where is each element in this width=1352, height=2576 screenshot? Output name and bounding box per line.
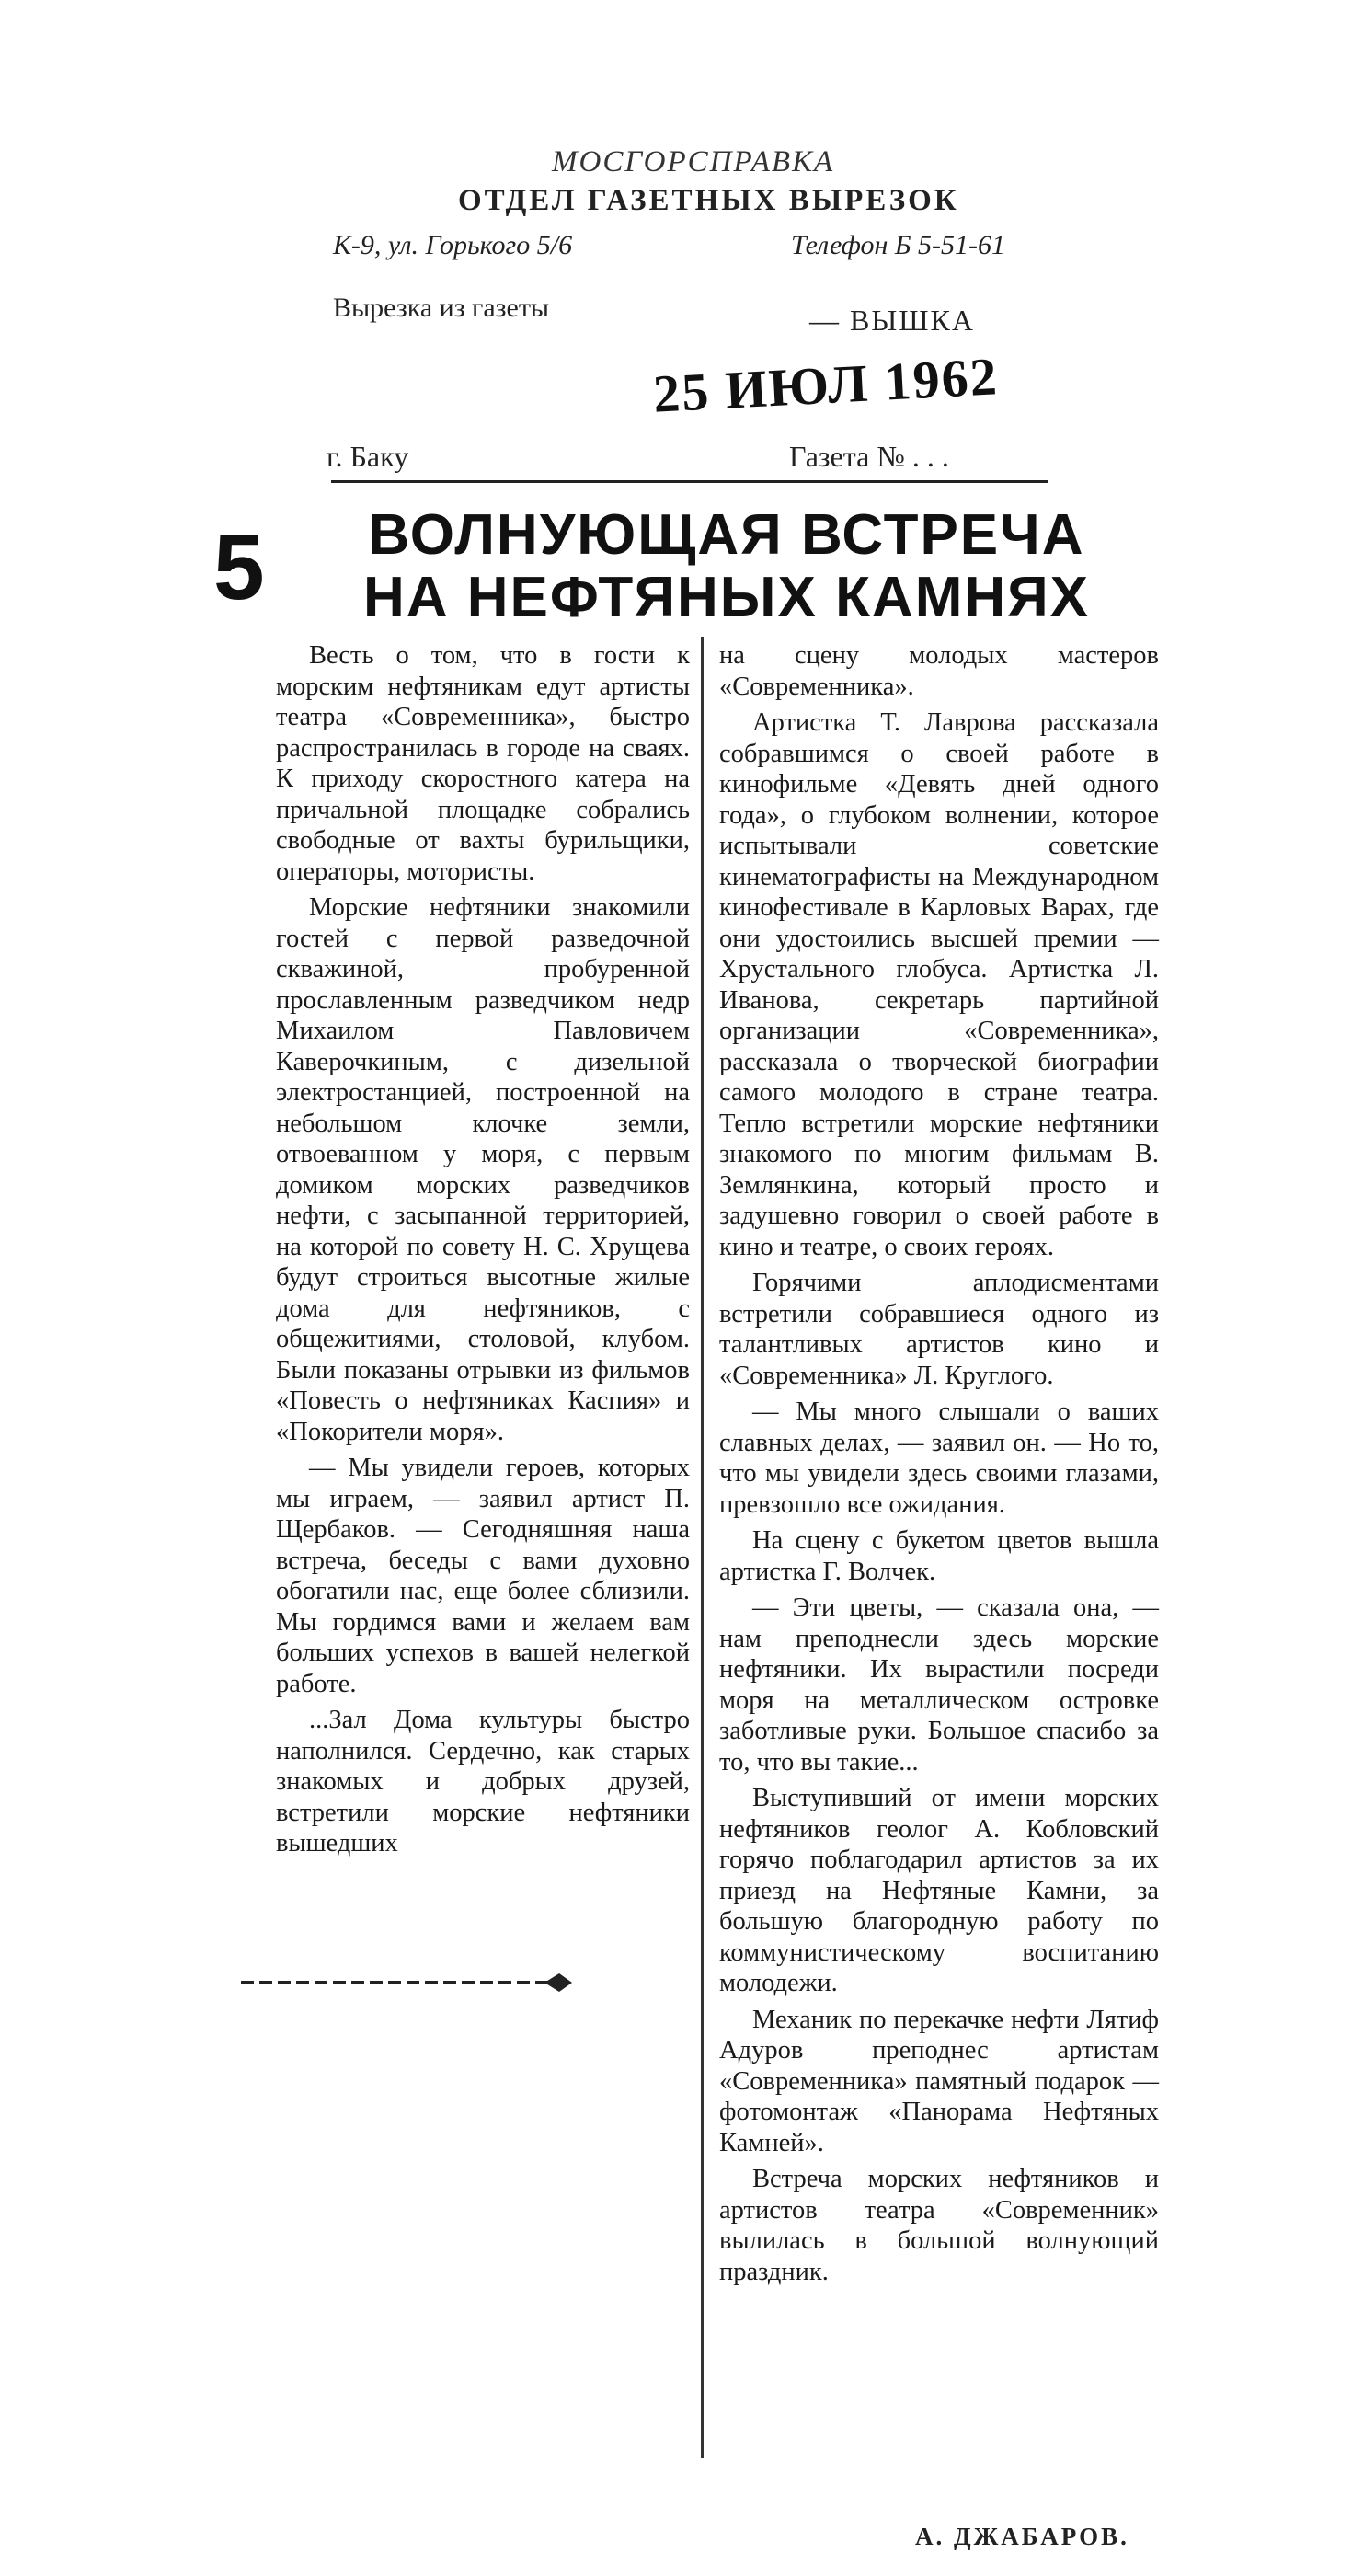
column-divider xyxy=(701,637,704,2458)
right-paragraph: На сцену с букетом цветов вышла артистка Г. Волчек. xyxy=(719,1526,1159,1586)
right-column xyxy=(719,640,1159,2293)
gazette-number-label: Газета № . . . xyxy=(789,440,949,473)
author-signature: А. ДЖАБАРОВ. xyxy=(915,2523,1129,2550)
article-headline xyxy=(313,504,1140,629)
left-paragraph: — Мы увидели героев, которых мы играем, — заявил артист П. Щербаков. — Сегодняшняя наша встреча, беседы с вами духовно обогатили нас, еще более сблизили. Мы гордимся вами и желаем вам больших успехов в вашей нелегкой работе. xyxy=(276,1454,690,1698)
right-paragraph: — Мы много слышали о ваших славных делах, — заявил он. — Но то, что мы увидели здесь своими глазами, превзошло все ожидания. xyxy=(719,1397,1159,1519)
header-rule xyxy=(331,480,1048,483)
right-paragraph: Механик по перекачке нефти Лятиф Адуров преподнес артистам «Современника» памятный подарок — фотомонтаж «Панорама Нефтяных Камней». xyxy=(719,2005,1159,2157)
right-paragraph: Встреча морских нефтяников и артистов театра «Современник» вылилась в большой волнующий праздник. xyxy=(719,2165,1159,2286)
right-paragraph: Артистка Т. Лаврова рассказала собравшимся о своей работе в кинофильме «Девять дней одного года», о глубоком волнении, которое испытывали советские кинематографисты на Международном кинофестивале в Карловых Варах, где они удостоились высшей премии — Хрустального глобуса. Артистка Л. Иванова, секретарь партийной организации «Современника», рассказала о творческой биографии самого молодого в стране театра. Тепло встретили морские нефтяники знакомого по многим фильмам В. Землянкина, который просто и задушевно говорил о своей работе в кино и театре, о своих героях. xyxy=(719,708,1159,1261)
city-label: г. Баку xyxy=(327,440,409,473)
handwritten-mark: 5 xyxy=(213,516,265,619)
department-stamp: ОТДЕЛ ГАЗЕТНЫХ ВЫРЕЗОК xyxy=(458,184,959,217)
right-paragraph: Выступивший от имени морских нефтяников геолог А. Кобловский горячо поблагодарил артистов за их приезд на Нефтяные Камни, за большую благородную работу по коммунистическому воспитанию молодежи. xyxy=(719,1784,1159,1997)
clipping-label: Вырезка из газеты xyxy=(333,293,550,323)
right-continuation: на сцену молодых мастеров «Современника». xyxy=(719,641,1159,701)
agency-stamp: МОСГОРСПРАВКА xyxy=(552,145,835,178)
headline-line-1: ВОЛНУЮЩАЯ ВСТРЕЧА xyxy=(368,503,1085,567)
right-paragraph: — Эти цветы, — сказала она, — нам преподнесли здесь морские нефтяники. Их вырастили посреди моря на металлическом островке заботливые руки. Большое спасибо за то, что вы такие... xyxy=(719,1593,1159,1777)
headline-line-2: НА НЕФТЯНЫХ КАМНЯХ xyxy=(362,566,1091,629)
phone-stamp: Телефон Б 5-51-61 xyxy=(791,230,1006,260)
left-paragraph: ...Зал Дома культуры быстро наполнился. Сердечно, как старых знакомых и добрых друзей, встретили морские нефтяники вышедших xyxy=(276,1706,690,1857)
address-stamp: К-9, ул. Горького 5/6 xyxy=(333,230,573,260)
right-paragraph: Горячими аплодисментами встретили собравшиеся одного из талантливых артистов кино и «Современника» Л. Круглого. xyxy=(719,1269,1159,1390)
date-stamp: 25 ИЮЛ 1962 xyxy=(651,346,1001,424)
left-paragraph: Морские нефтяники знакомили гостей с первой разведочной скважиной, пробуренной прославленным разведчиком недр Михаилом Павловичем Каверочкиным, с дизельной электростанцией, построенной на небольшом клочке земли, отвоеванном у моря, с первым домиком морских разведчиков нефти, с засыпанной территорией, на которой по совету Н. С. Хрущева будут строиться высотные жилые дома для нефтяников, с общежитиями, столовой, клубом. Были показаны отрывки из фильмов «Повесть о нефтяниках Каспия» и «Покорители моря». xyxy=(276,893,690,1446)
newspaper-name: — ВЫШКА xyxy=(809,304,975,337)
left-paragraph: Весть о том, что в гости к морским нефтяникам едут артисты театра «Современника», быстро распространилась в городе на сваях. К приходу скоростного катера на причальной площадке собрались свободные от вахты бурильщики, операторы, мотористы. xyxy=(276,641,690,886)
left-column xyxy=(276,640,690,1865)
ornament-divider xyxy=(241,1969,572,1996)
